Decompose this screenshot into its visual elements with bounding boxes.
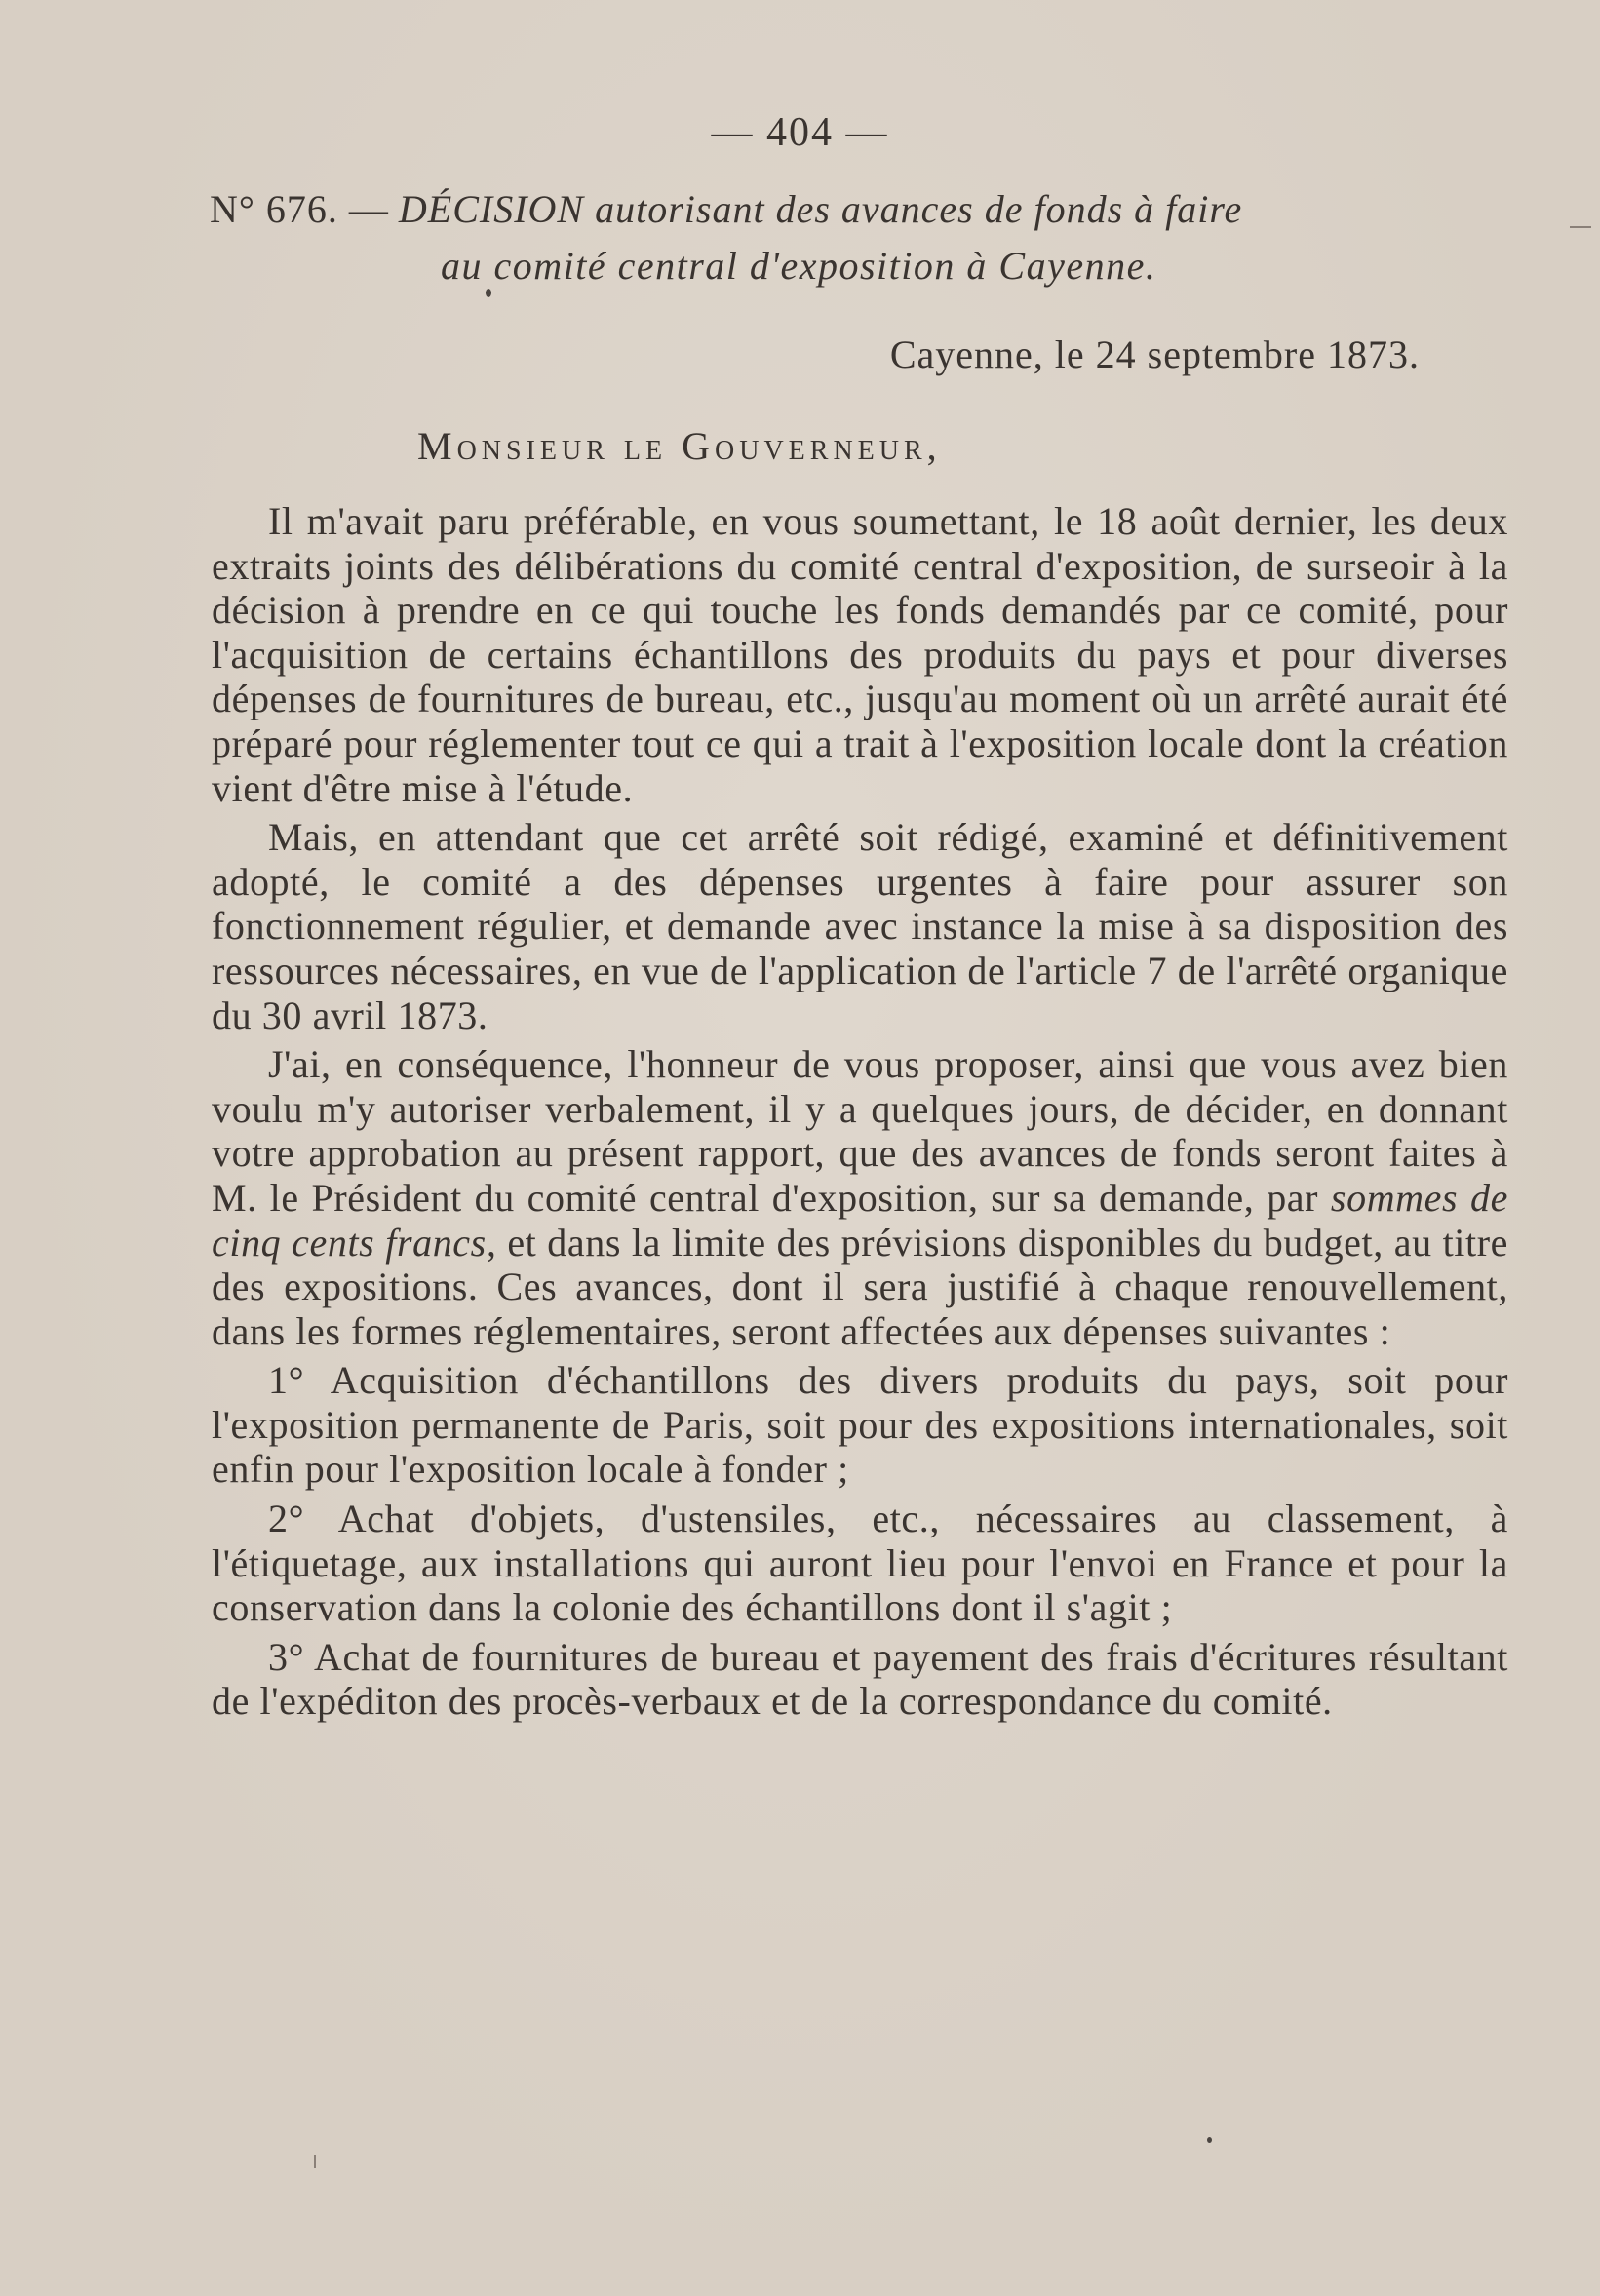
document-heading bbox=[210, 181, 1516, 294]
dateline: Cayenne, le 24 septembre 1873. bbox=[889, 332, 1420, 376]
paragraph-3-emphasis: sommes de cinq cents francs, bbox=[212, 1175, 1508, 1265]
paragraph-item-3: 3° Achat de fournitures de bureau et payement des frais d'écritures résultant de l'expéditon des procès-verbaux et de la correspondance du comité. bbox=[212, 1634, 1508, 1724]
ink-speck bbox=[1207, 2137, 1212, 2143]
salutation: Monsieur le Gouverneur, bbox=[417, 424, 942, 468]
edge-mark bbox=[1570, 226, 1591, 228]
document-title-line-1: DÉCISION autorisant des avances de fonds à faire bbox=[398, 187, 1243, 231]
paragraph-2: Mais, en attendant que cet arrêté soit rédigé, examiné et définitivement adopté, le comité a des dépenses urgentes à faire pour assurer son fonctionnement régulier, et demande avec instance la mise à sa disposition des ressources nécessaires, en vue de l'application de l'article 7 de l'arrêté organique du 30 avril 1873. bbox=[212, 815, 1508, 1037]
paragraph-3 bbox=[212, 1042, 1508, 1353]
paragraph-1: Il m'avait paru préférable, en vous soumettant, le 18 août dernier, les deux extraits joints des délibérations du comité central d'exposition, de surseoir à la décision à prendre en ce qui touche les fonds demandés par ce comité, pour l'acquisition de certains échantillons des produits du pays et pour diverses dépenses de fournitures de bureau, etc., jusqu'au moment où un arrêté aurait été préparé pour réglementer tout ce qui a trait à l'exposition locale dont la création vient d'être mise à l'étude. bbox=[212, 499, 1508, 810]
paragraph-item-1: 1° Acquisition d'échantillons des divers produits du pays, soit pour l'exposition permanente de Paris, soit pour des expositions internationales, soit enfin pour l'exposition locale à fonder ; bbox=[212, 1358, 1508, 1492]
letter-body bbox=[212, 499, 1508, 1729]
paragraph-3-text-b: et dans la limite des prévisions disponibles du budget, au titre des expositions. Ces avances, dont il sera justifié à chaque renouvellement, dans les formes réglementaires, seront affectées aux dépenses suivantes : bbox=[212, 1220, 1508, 1353]
document-number: N° 676. — bbox=[210, 187, 389, 231]
document-title-line-2: au comité central d'exposition à Cayenne. bbox=[441, 244, 1157, 288]
ink-speck bbox=[486, 289, 491, 297]
paragraph-item-2: 2° Achat d'objets, d'ustensiles, etc., nécessaires au classement, à l'étiquetage, aux installations qui auront lieu pour l'envoi en France et pour la conservation dans la colonie des échantillons dont il s'agit ; bbox=[212, 1497, 1508, 1630]
paragraph-3-text-a: J'ai, en conséquence, l'honneur de vous proposer, ainsi que vous avez bien voulu m'y autoriser verbalement, il y a quelques jours, de décider, en donnant votre approbation au présent rapport, que des avances de fonds seront faites à M. le Président du comité central d'exposition, sur sa demande, par bbox=[212, 1042, 1508, 1220]
edge-mark bbox=[314, 2155, 316, 2168]
page-number: — 404 — bbox=[711, 110, 889, 155]
